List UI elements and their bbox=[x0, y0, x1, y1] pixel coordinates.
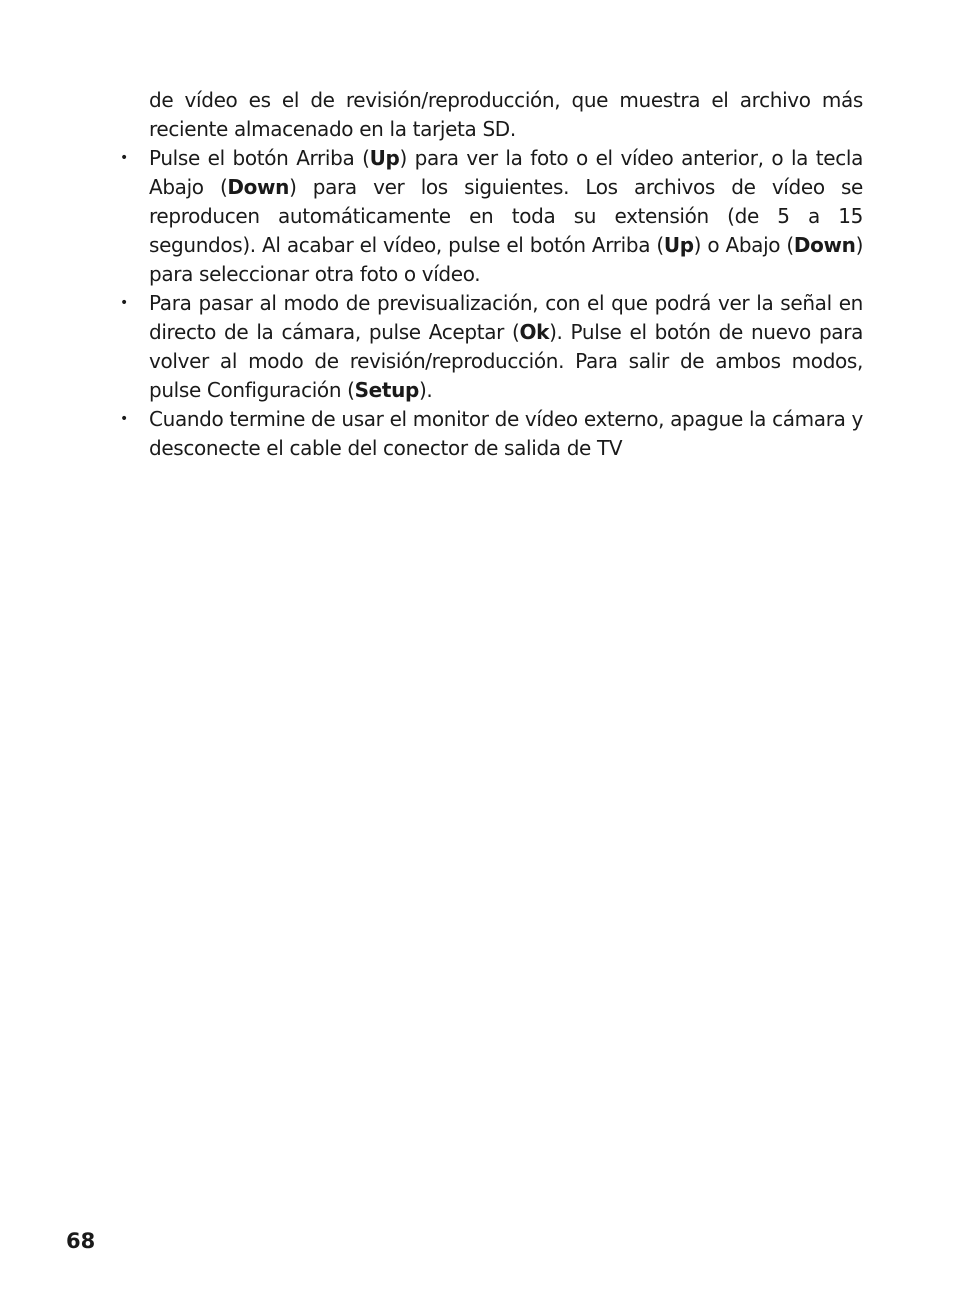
page-content bbox=[120, 86, 864, 463]
list-item-text: ). Pulse el botón de nuevo para volver al modo de revisión/reproducción. Para salir de ambos modos, pulse Configuración ( bbox=[149, 320, 863, 402]
list-item-text: ). bbox=[418, 378, 433, 402]
list-item-text: Pulse el botón Arriba ( bbox=[149, 146, 370, 170]
list-item-text: ) para seleccionar otra foto o vídeo. bbox=[149, 233, 864, 286]
button-name-text: Ok bbox=[519, 320, 550, 344]
list-item-text: ) para ver la foto o el vídeo anterior, o la tecla Abajo ( bbox=[149, 146, 863, 199]
bullet-marker: • bbox=[120, 150, 128, 166]
button-name-text: Setup bbox=[354, 378, 419, 402]
bullet-marker: • bbox=[120, 411, 128, 427]
button-name-text: Up bbox=[369, 146, 400, 170]
instruction-list bbox=[120, 144, 864, 463]
list-item bbox=[120, 144, 864, 289]
button-name-text: Up bbox=[663, 233, 694, 257]
list-item-text: Para pasar al modo de previsualización, con el que podrá ver la señal en directo de la cámara, pulse Aceptar ( bbox=[149, 291, 863, 344]
list-item bbox=[120, 405, 863, 463]
intro-paragraph: de vídeo es el de revisión/reproducción, que muestra el archivo más reciente almacenado en la tarjeta SD. bbox=[149, 88, 863, 141]
bullet-marker: • bbox=[120, 295, 128, 311]
button-name-text: Down bbox=[793, 233, 856, 257]
list-item-text: Cuando termine de usar el monitor de vídeo externo, apague la cámara y desconecte el cable del conector de salida de TV bbox=[149, 407, 863, 460]
button-name-text: Down bbox=[227, 175, 290, 199]
list-item-text: ) o Abajo ( bbox=[693, 233, 794, 257]
list-item-text: ) para ver los siguientes. Los archivos de vídeo se reproducen automáticamente en toda su extensión (de 5 a 15 segundos). Al acabar el vídeo, pulse el botón Arriba ( bbox=[149, 175, 863, 257]
list-item bbox=[120, 289, 863, 405]
page-number: 68 bbox=[66, 1229, 96, 1253]
